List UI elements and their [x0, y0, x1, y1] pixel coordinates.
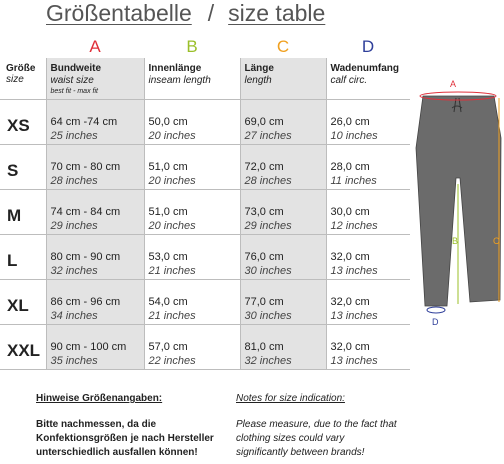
- waist-cell: 74 cm - 84 cm 29 inches: [46, 190, 144, 235]
- size-label: XL: [0, 280, 46, 325]
- length-cell: 69,0 cm 27 inches: [240, 100, 326, 145]
- title-german: Größentabelle: [46, 0, 192, 26]
- size-row: [0, 190, 410, 235]
- calf-cell: 30,0 cm 12 inches: [326, 190, 410, 235]
- header-row: [0, 58, 410, 100]
- size-label: S: [0, 145, 46, 190]
- inseam-cell: 50,0 cm 20 inches: [144, 100, 240, 145]
- notes-german-line: Konfektionsgrößen je nach Hersteller: [36, 433, 214, 444]
- calf-cell: 32,0 cm 13 inches: [326, 235, 410, 280]
- notes-english-line: significantly between brands!: [236, 447, 365, 458]
- notes-english-line: Please measure, due to the fact that: [236, 419, 397, 430]
- waist-cell: 90 cm - 100 cm 35 inches: [46, 325, 144, 370]
- size-table: [0, 36, 410, 370]
- notes-german: [36, 392, 216, 460]
- calf-cell: 32,0 cm 13 inches: [326, 325, 410, 370]
- calf-cell: 28,0 cm 11 inches: [326, 145, 410, 190]
- title-separator: /: [207, 0, 215, 26]
- measure-a-label: A: [450, 79, 457, 89]
- inseam-cell: 51,0 cm 20 inches: [144, 145, 240, 190]
- capri-pants-diagram: [410, 68, 504, 338]
- notes-german-heading: Hinweise Größenangaben:: [36, 393, 163, 404]
- inseam-cell: 53,0 cm 21 inches: [144, 235, 240, 280]
- calf-cell: 32,0 cm 13 inches: [326, 280, 410, 325]
- calf-cell: 26,0 cm 10 inches: [326, 100, 410, 145]
- letter-b: B: [186, 37, 198, 56]
- size-row: [0, 145, 410, 190]
- notes-english: [236, 392, 456, 460]
- notes-german-line: unterschiedlich ausfallen können!: [36, 447, 198, 458]
- inseam-cell: 57,0 cm 22 inches: [144, 325, 240, 370]
- length-cell: 77,0 cm 30 inches: [240, 280, 326, 325]
- waist-cell: 64 cm -74 cm 25 inches: [46, 100, 144, 145]
- title-english: size table: [228, 0, 326, 26]
- letter-c: C: [276, 37, 290, 56]
- waist-cell: 70 cm - 80 cm 28 inches: [46, 145, 144, 190]
- length-cell: 73,0 cm 29 inches: [240, 190, 326, 235]
- notes-english-heading: Notes for size indication:: [236, 393, 345, 404]
- size-row: [0, 325, 410, 370]
- measure-d-label: D: [432, 317, 439, 327]
- measure-b-label: B: [452, 236, 459, 246]
- notes-german-line: Bitte nachmessen, da die: [36, 419, 157, 430]
- length-cell: 72,0 cm 28 inches: [240, 145, 326, 190]
- waist-cell: 80 cm - 90 cm 32 inches: [46, 235, 144, 280]
- inseam-cell: 51,0 cm 20 inches: [144, 190, 240, 235]
- measure-d-ellipse: [427, 307, 445, 313]
- size-row: [0, 100, 410, 145]
- header-length: Länge length: [240, 58, 326, 100]
- length-cell: 81,0 cm 32 inches: [240, 325, 326, 370]
- length-cell: 76,0 cm 30 inches: [240, 235, 326, 280]
- size-label: M: [0, 190, 46, 235]
- page-title: [46, 0, 325, 28]
- size-row: [0, 235, 410, 280]
- size-label: XXL: [0, 325, 46, 370]
- notes-english-line: clothing sizes could vary: [236, 433, 345, 444]
- size-label: L: [0, 235, 46, 280]
- header-calf: Wadenumfang calf circ.: [326, 58, 410, 100]
- measure-c-label: C: [493, 236, 500, 246]
- size-row: [0, 280, 410, 325]
- header-size: Größe size: [0, 58, 46, 100]
- size-label: XS: [0, 100, 46, 145]
- letter-a: A: [89, 37, 101, 56]
- letter-d: D: [361, 37, 375, 56]
- waist-cell: 86 cm - 96 cm 34 inches: [46, 280, 144, 325]
- inseam-cell: 54,0 cm 21 inches: [144, 280, 240, 325]
- header-inseam: Innenlänge inseam length: [144, 58, 240, 100]
- letter-row: [0, 36, 410, 58]
- header-waist: Bundweite waist size best fit - max fit: [46, 58, 144, 100]
